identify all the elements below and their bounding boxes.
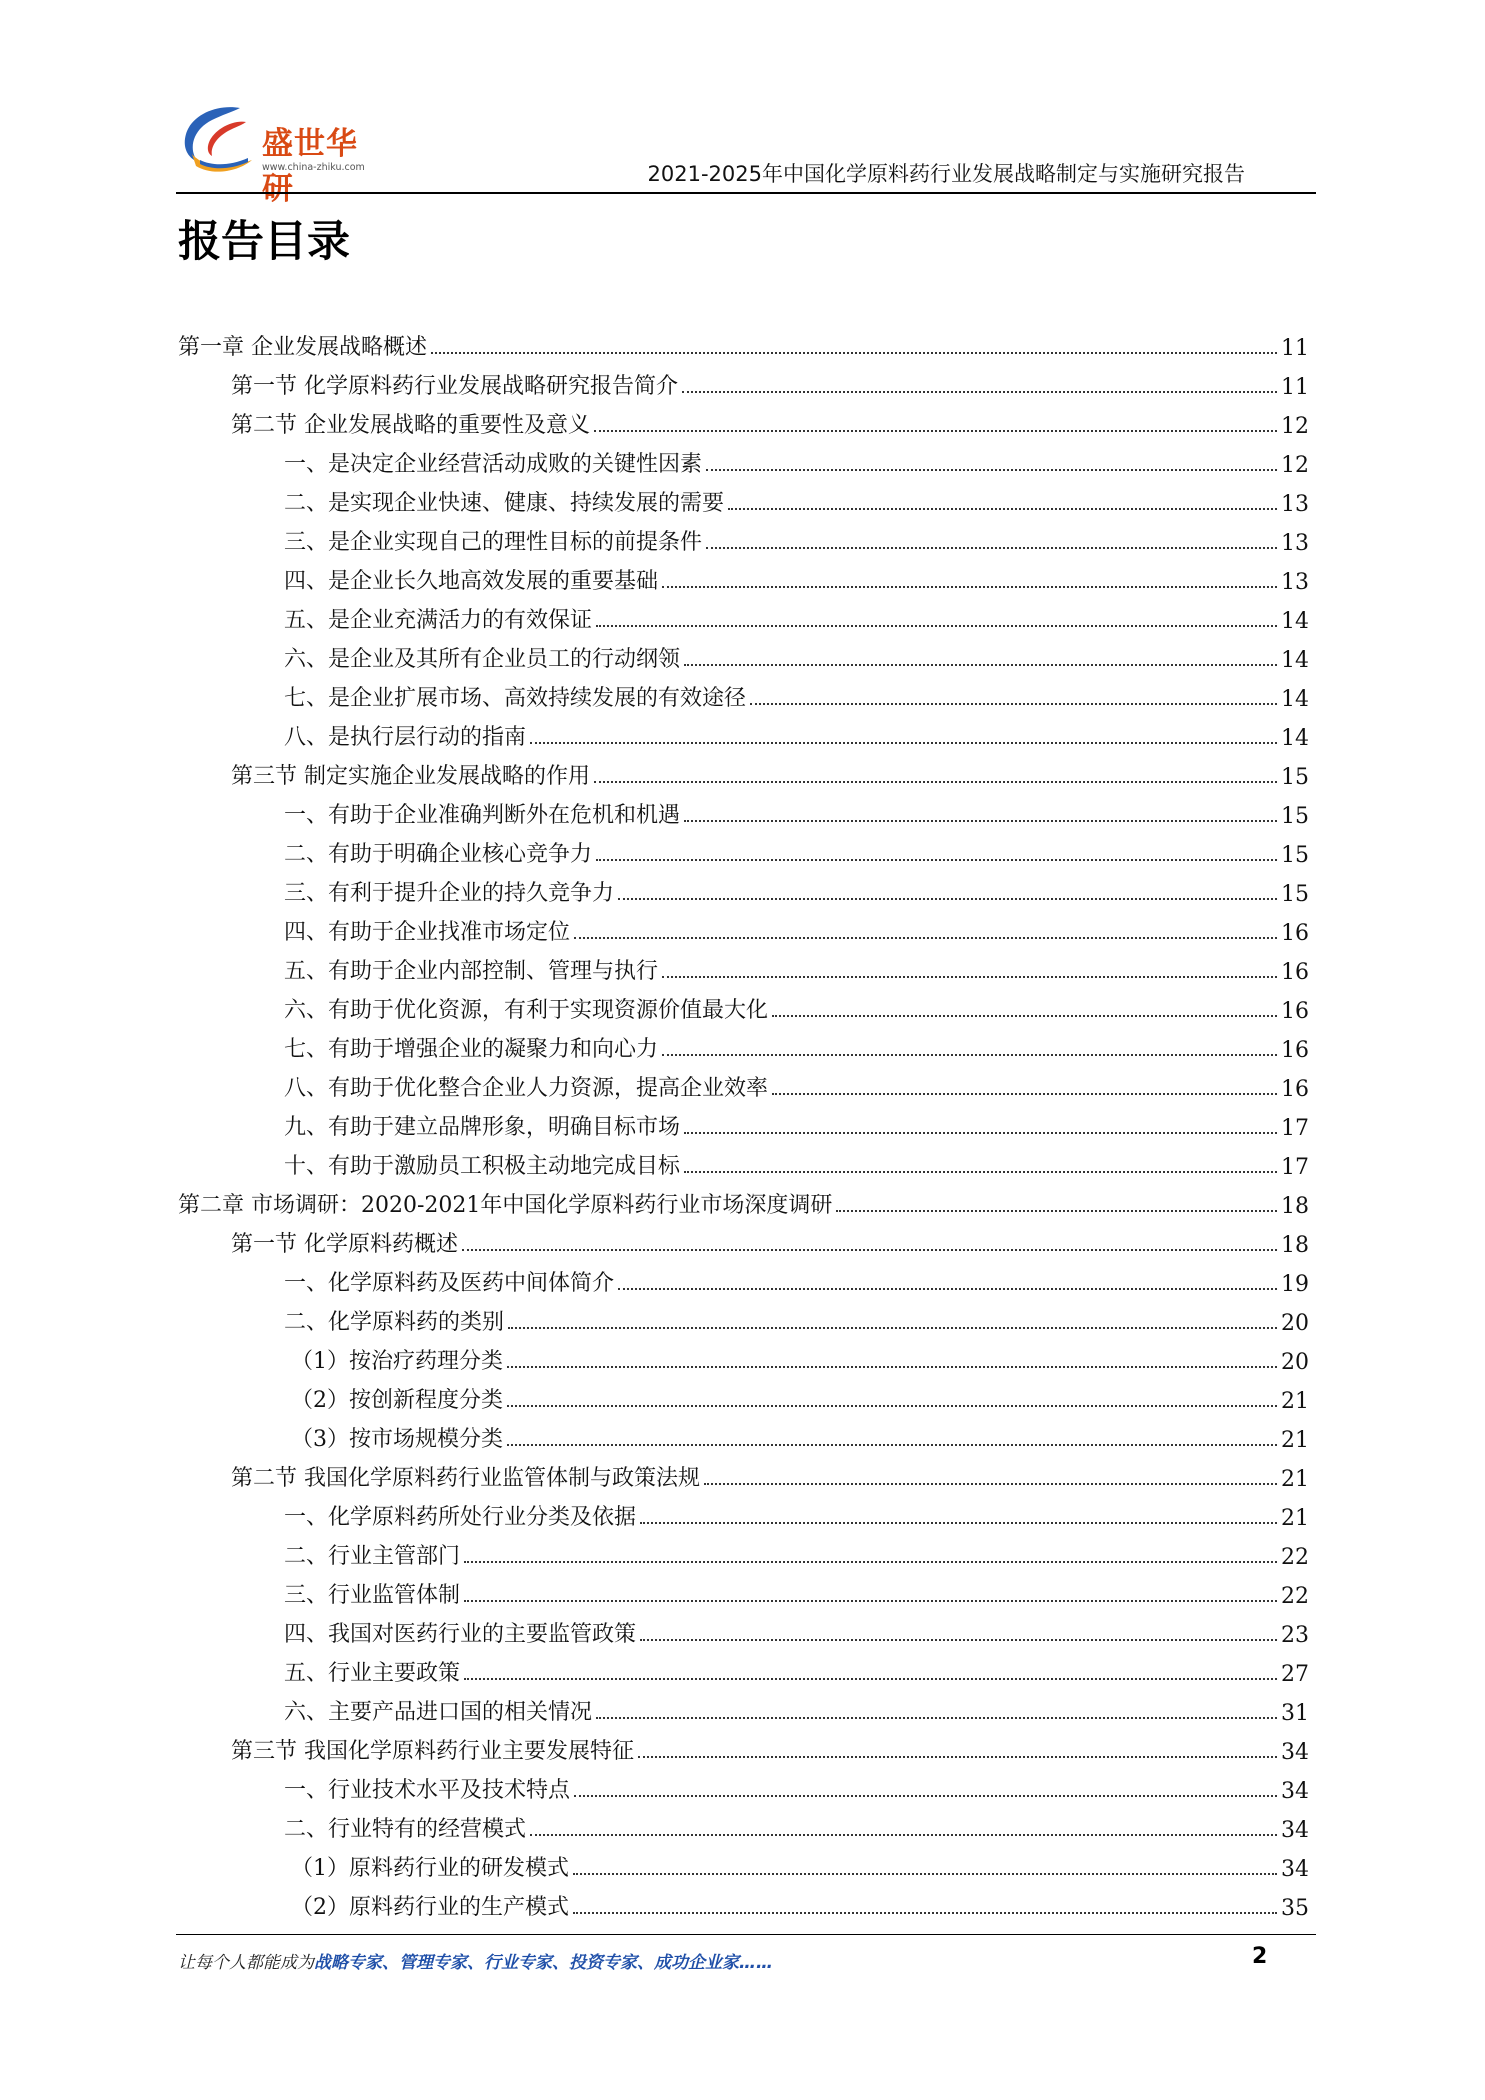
toc-entry-title: 三、有利于提升企业的持久竞争力 [284,881,615,906]
toc-entry[interactable] [178,675,1309,714]
toc-dot-leader [573,1873,1277,1875]
toc-entry-page: 27 [1281,1662,1309,1687]
toc-entry-page: 15 [1281,882,1309,907]
toc-entry[interactable] [178,1416,1309,1455]
footer-divider [176,1934,1316,1935]
toc-entry-title: 二、行业特有的经营模式 [284,1817,527,1842]
toc-entry[interactable] [178,519,1309,558]
toc-dot-leader [507,1405,1277,1407]
toc-entry-title: 第一章 企业发展战略概述 [178,335,427,360]
toc-dot-leader [640,1522,1277,1524]
page-number: 2 [1252,1944,1268,1969]
toc-entry-title: 三、是企业实现自己的理性目标的前提条件 [284,530,703,555]
toc-entry[interactable] [178,1689,1309,1728]
toc-entry-page: 11 [1281,375,1309,400]
toc-entry-page: 18 [1281,1233,1309,1258]
toc-entry-title: 七、是企业扩展市场、高效持续发展的有效途径 [284,686,747,711]
toc-entry-title: 一、是决定企业经营活动成败的关键性因素 [284,452,703,477]
toc-entry-title: 第三节 制定实施企业发展战略的作用 [231,764,590,789]
toc-entry-title: 五、是企业充满活力的有效保证 [284,608,593,633]
toc-dot-leader [464,1600,1277,1602]
toc-entry-title: （1）原料药行业的研发模式 [291,1856,569,1881]
report-header-title: 2021-2025年中国化学原料药行业发展战略制定与实施研究报告 [647,162,1245,186]
toc-entry-page: 16 [1281,999,1309,1024]
toc-entry-title: 六、有助于优化资源，有利于实现资源价值最大化 [284,998,769,1023]
toc-entry-page: 15 [1281,843,1309,868]
logo-mark-icon [178,100,262,180]
toc-dot-leader [507,1444,1277,1446]
toc-dot-leader [530,1834,1277,1836]
toc-entry[interactable] [178,1260,1309,1299]
toc-dot-leader [772,1015,1277,1017]
toc-dot-leader [431,352,1277,354]
toc-entry-title: 二、有助于明确企业核心竞争力 [284,842,593,867]
toc-entry-page: 34 [1281,1857,1309,1882]
toc-entry[interactable] [178,1767,1309,1806]
toc-entry-page: 20 [1281,1350,1309,1375]
toc-entry-title: 二、化学原料药的类别 [284,1310,505,1335]
toc-entry-title: 第一节 化学原料药行业发展战略研究报告简介 [231,374,678,399]
toc-entry-title: 四、我国对医药行业的主要监管政策 [284,1622,637,1647]
toc-entry-title: 九、有助于建立品牌形象，明确目标市场 [284,1115,681,1140]
toc-entry-title: 八、是执行层行动的指南 [284,725,527,750]
toc-entry-page: 14 [1281,609,1309,634]
toc-entry[interactable] [178,1455,1309,1494]
toc-entry-page: 34 [1281,1818,1309,1843]
toc-entry-page: 15 [1281,804,1309,829]
toc-dot-leader [596,1717,1277,1719]
toc-entry[interactable] [178,987,1309,1026]
toc-entry[interactable] [178,1299,1309,1338]
toc-entry-title: 六、是企业及其所有企业员工的行动纲领 [284,647,681,672]
toc-entry[interactable] [178,597,1309,636]
toc-entry-page: 35 [1281,1896,1309,1921]
toc-entry[interactable] [178,1143,1309,1182]
slogan-highlight: 战略专家、管理专家、行业专家、投资专家、成功企业家…… [314,1953,773,1973]
toc-entry-page: 16 [1281,960,1309,985]
toc-entry-page: 34 [1281,1740,1309,1765]
toc-dot-leader [618,898,1277,900]
slogan-prefix: 让每个人都能成为 [178,1953,314,1973]
toc-dot-leader [640,1639,1277,1641]
toc-entry-page: 21 [1281,1389,1309,1414]
toc-entry[interactable] [178,1221,1309,1260]
toc-entry-page: 13 [1281,492,1309,517]
toc-dot-leader [464,1678,1277,1680]
toc-entry[interactable] [178,636,1309,675]
toc-entry-title: （2）原料药行业的生产模式 [291,1895,569,1920]
toc-dot-leader [706,547,1277,549]
footer-slogan [178,1948,773,1973]
toc-entry-page: 13 [1281,570,1309,595]
toc-entry-page: 16 [1281,1077,1309,1102]
toc-dot-leader [682,391,1277,393]
toc-dot-leader [574,1795,1277,1797]
toc-dot-leader [596,859,1277,861]
toc-dot-leader [728,508,1277,510]
toc-entry-page: 12 [1281,453,1309,478]
toc-entry-title: 一、有助于企业准确判断外在危机和机遇 [284,803,681,828]
toc-dot-leader [706,469,1277,471]
toc-entry-page: 16 [1281,921,1309,946]
toc-entry-title: 一、化学原料药所处行业分类及依据 [284,1505,637,1530]
toc-entry[interactable] [178,1884,1309,1923]
toc-dot-leader [684,1171,1277,1173]
toc-entry-title: 第二节 我国化学原料药行业监管体制与政策法规 [231,1466,700,1491]
toc-entry[interactable] [178,1572,1309,1611]
toc-entry-title: 七、有助于增强企业的凝聚力和向心力 [284,1037,659,1062]
toc-dot-leader [618,1288,1277,1290]
toc-entry[interactable] [178,870,1309,909]
toc-entry[interactable] [178,441,1309,480]
toc-entry-page: 11 [1281,336,1309,361]
toc-entry-page: 17 [1281,1155,1309,1180]
toc-entry-page: 14 [1281,687,1309,712]
toc-entry[interactable] [178,480,1309,519]
toc-dot-leader [594,781,1277,783]
toc-dot-leader [573,1912,1277,1914]
toc-dot-leader [684,664,1277,666]
toc-entry-page: 21 [1281,1506,1309,1531]
toc-entry-title: 五、有助于企业内部控制、管理与执行 [284,959,659,984]
toc-dot-leader [704,1483,1277,1485]
toc-entry[interactable] [178,948,1309,987]
page-title: 报告目录 [178,217,350,267]
toc-dot-leader [596,625,1277,627]
toc-entry-page: 14 [1281,726,1309,751]
toc-entry-page: 18 [1281,1194,1309,1219]
toc-entry[interactable] [178,1806,1309,1845]
toc-entry-page: 21 [1281,1467,1309,1492]
toc-entry-page: 31 [1281,1701,1309,1726]
toc-entry[interactable] [178,1182,1309,1221]
toc-entry[interactable] [178,1377,1309,1416]
toc-entry[interactable] [178,1104,1309,1143]
toc-dot-leader [684,820,1277,822]
toc-entry-title: 一、行业技术水平及技术特点 [284,1778,571,1803]
toc-dot-leader [530,742,1277,744]
toc-entry[interactable] [178,1650,1309,1689]
toc-dot-leader [684,1132,1277,1134]
logo-url: www.china-zhiku.com [262,162,365,173]
toc-entry-title: （1）按治疗药理分类 [291,1349,503,1374]
toc-dot-leader [507,1366,1277,1368]
table-of-contents [178,324,1309,1923]
toc-entry-page: 13 [1281,531,1309,556]
toc-entry[interactable] [178,792,1309,831]
toc-dot-leader [638,1756,1277,1758]
toc-entry-page: 20 [1281,1311,1309,1336]
toc-entry[interactable] [178,1728,1309,1767]
toc-entry[interactable] [178,831,1309,870]
toc-entry[interactable] [178,1611,1309,1650]
toc-entry[interactable] [178,909,1309,948]
toc-entry-title: （3）按市场规模分类 [291,1427,503,1452]
toc-entry[interactable] [178,363,1309,402]
toc-dot-leader [750,703,1277,705]
toc-entry-title: 二、是实现企业快速、健康、持续发展的需要 [284,491,725,516]
logo-text: 盛世华研 [262,126,358,207]
toc-dot-leader [508,1327,1277,1329]
toc-entry-title: 第三节 我国化学原料药行业主要发展特征 [231,1739,634,1764]
toc-entry[interactable] [178,714,1309,753]
toc-entry-title: 五、行业主要政策 [284,1661,461,1686]
toc-entry-title: 四、有助于企业找准市场定位 [284,920,571,945]
header-divider [176,192,1316,194]
toc-entry-page: 15 [1281,765,1309,790]
toc-entry-title: 四、是企业长久地高效发展的重要基础 [284,569,659,594]
toc-entry-page: 22 [1281,1545,1309,1570]
toc-dot-leader [464,1561,1277,1563]
toc-entry-page: 22 [1281,1584,1309,1609]
toc-entry-page: 23 [1281,1623,1309,1648]
toc-entry-page: 12 [1281,414,1309,439]
company-logo [178,100,388,207]
toc-entry-title: 第一节 化学原料药概述 [231,1232,458,1257]
toc-entry[interactable] [178,1494,1309,1533]
toc-entry-page: 34 [1281,1779,1309,1804]
toc-entry-title: （2）按创新程度分类 [291,1388,503,1413]
toc-entry[interactable] [178,1533,1309,1572]
toc-dot-leader [662,976,1277,978]
toc-entry-page: 17 [1281,1116,1309,1141]
toc-entry-title: 二、行业主管部门 [284,1544,461,1569]
toc-entry-title: 八、有助于优化整合企业人力资源，提高企业效率 [284,1076,769,1101]
toc-dot-leader [662,1054,1277,1056]
toc-entry[interactable] [178,324,1309,363]
toc-entry-title: 第二节 企业发展战略的重要性及意义 [231,413,590,438]
toc-entry-title: 六、主要产品进口国的相关情况 [284,1700,593,1725]
toc-entry-page: 16 [1281,1038,1309,1063]
toc-entry-title: 十、有助于激励员工积极主动地完成目标 [284,1154,681,1179]
toc-entry[interactable] [178,1845,1309,1884]
toc-dot-leader [462,1249,1277,1251]
toc-entry[interactable] [178,1026,1309,1065]
toc-dot-leader [574,937,1277,939]
toc-entry-title: 三、行业监管体制 [284,1583,461,1608]
toc-dot-leader [594,430,1277,432]
toc-dot-leader [662,586,1277,588]
toc-entry[interactable] [178,402,1309,441]
toc-entry[interactable] [178,558,1309,597]
toc-entry-title: 一、化学原料药及医药中间体简介 [284,1271,615,1296]
toc-entry[interactable] [178,1338,1309,1377]
toc-entry-page: 21 [1281,1428,1309,1453]
toc-entry-title: 第二章 市场调研：2020-2021年中国化学原料药行业市场深度调研 [178,1193,833,1218]
toc-dot-leader [836,1210,1277,1212]
toc-entry[interactable] [178,753,1309,792]
toc-entry-page: 19 [1281,1272,1309,1297]
toc-entry-page: 14 [1281,648,1309,673]
toc-entry[interactable] [178,1065,1309,1104]
toc-dot-leader [772,1093,1277,1095]
